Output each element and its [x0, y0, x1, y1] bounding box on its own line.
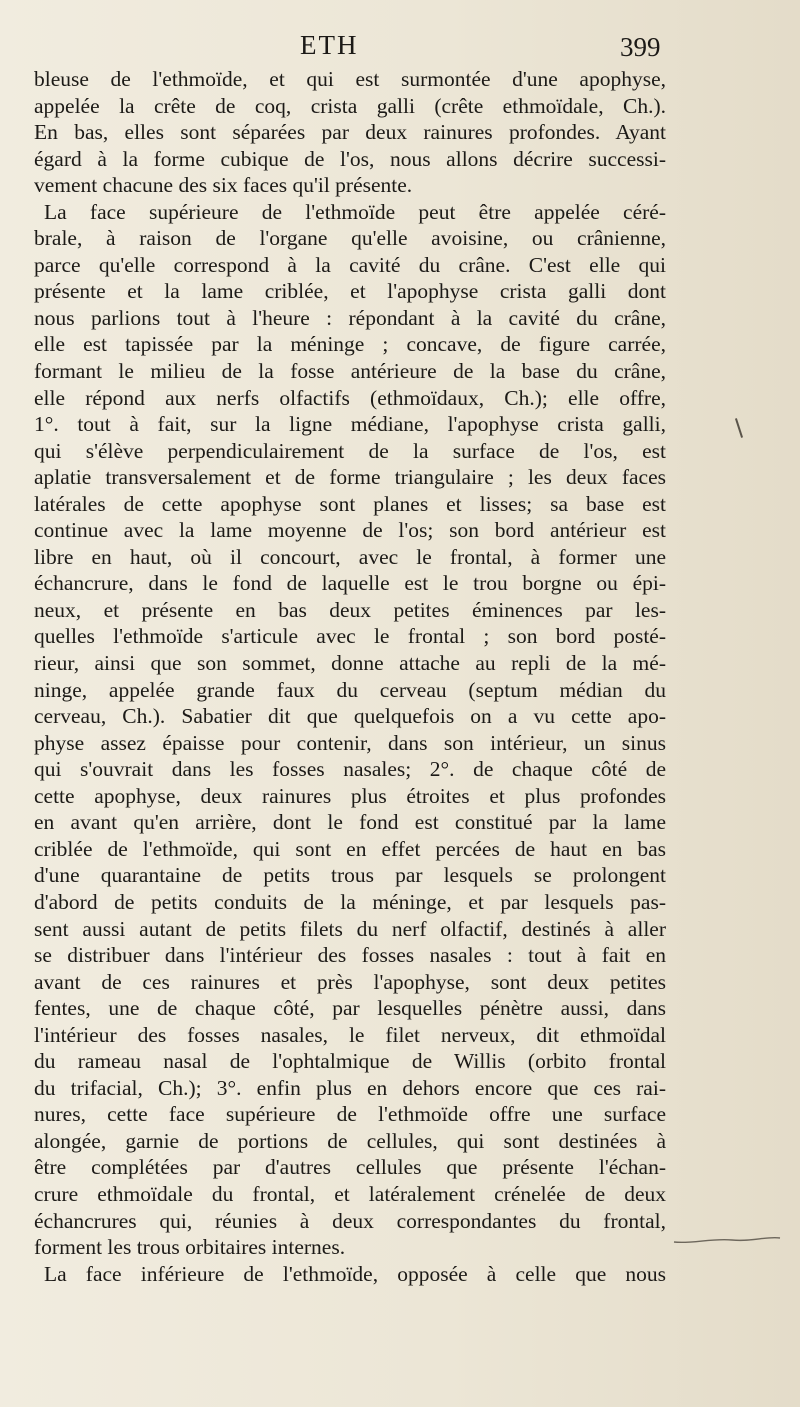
- text-line: du trifacial, Ch.); 3°. enfin plus en dehors encore que ces rai-: [34, 1075, 666, 1100]
- text-line: criblée de l'ethmoïde, qui sont en effet percées de haut en bas: [34, 836, 666, 861]
- text-line: neux, et présente en bas deux petites éminences par les-: [34, 597, 666, 622]
- text-line: avant de ces rainures et près l'apophyse, sont deux petites: [34, 969, 666, 994]
- text-line: être complétées par d'autres cellules que présente l'échan-: [34, 1155, 666, 1180]
- text-line: qui s'ouvrait dans les fosses nasales; 2°. de chaque côté de: [34, 757, 666, 782]
- text-line: sent aussi autant de petits filets du nerf olfactif, destinés à aller: [34, 916, 666, 941]
- text-line: d'une quarantaine de petits trous par lesquels se prolongent: [34, 863, 666, 888]
- text-line: rieur, ainsi que son sommet, donne attache au repli de la mé-: [34, 651, 666, 676]
- text-line: du rameau nasal de l'ophtalmique de Willis (orbito frontal: [34, 1049, 666, 1074]
- text-line: présente et la lame criblée, et l'apophyse crista galli dont: [34, 279, 666, 304]
- text-line: cette apophyse, deux rainures plus étroites et plus profondes: [34, 783, 666, 808]
- text-line: en avant qu'en arrière, dont le fond est constitué par la lame: [34, 810, 666, 835]
- text-line: physe assez épaisse pour contenir, dans son intérieur, un sinus: [34, 730, 666, 755]
- text-line: La face supérieure de l'ethmoïde peut être appelée céré-: [44, 199, 666, 224]
- text-line: nures, cette face supérieure de l'ethmoïde offre une surface: [34, 1102, 666, 1127]
- text-line: brale, à raison de l'organe qu'elle avoisine, ou crânienne,: [34, 226, 666, 251]
- text-line: d'abord de petits conduits de la méninge, et par lesquels pas-: [34, 889, 666, 914]
- running-head: ETH: [300, 30, 359, 60]
- text-line: 1°. tout à fait, sur la ligne médiane, l'apophyse crista galli,: [34, 412, 666, 437]
- text-line: nous parlions tout à l'heure : répondant à la cavité du crâne,: [34, 305, 666, 330]
- text-line: se distribuer dans l'intérieur des fosses nasales : tout à fait en: [34, 943, 666, 968]
- text-line: échancrure, dans le fond de laquelle est le trou borgne ou épi-: [34, 571, 666, 596]
- text-line: quelles l'ethmoïde s'articule avec le frontal ; son bord posté-: [34, 624, 666, 649]
- page-number: 399: [620, 32, 661, 62]
- text-line: bleuse de l'ethmoïde, et qui est surmontée d'une apophyse,: [34, 67, 666, 91]
- text-line: alongée, garnie de portions de cellules, qui sont destinées à: [34, 1128, 666, 1153]
- text-line: La face inférieure de l'ethmoïde, opposée à celle que nous: [44, 1261, 666, 1286]
- text-line: continue avec la lame moyenne de l'os; son bord antérieur est: [34, 518, 666, 543]
- text-line: fentes, une de chaque côté, par lesquelles pénètre aussi, dans: [34, 996, 666, 1021]
- text-line: forment les trous orbitaires internes.: [34, 1235, 346, 1260]
- margin-squiggle-mark: [672, 1232, 782, 1248]
- text-line: ninge, appelée grande faux du cerveau (septum médian du: [34, 677, 666, 702]
- text-line: cerveau, Ch.). Sabatier dit que quelquefois on a vu cette apo-: [34, 704, 666, 729]
- text-line: elle est tapissée par la méninge ; concave, de figure carrée,: [34, 332, 666, 357]
- page-header: [0, 30, 800, 70]
- text-line: latérales de cette apophyse sont planes et lisses; sa base est: [34, 491, 666, 516]
- text-line: En bas, elles sont séparées par deux rainures profondes. Ayant: [34, 120, 666, 145]
- text-line: qui s'élève perpendiculairement de la surface de l'os, est: [34, 438, 666, 463]
- text-line: appelée la crête de coq, crista galli (crête ethmoïdale, Ch.).: [34, 93, 666, 118]
- text-line: parce qu'elle correspond à la cavité du crâne. C'est elle qui: [34, 252, 666, 277]
- text-line: vement chacune des six faces qu'il présente.: [34, 173, 413, 198]
- text-line: formant le milieu de la fosse antérieure de la base du crâne,: [34, 359, 666, 384]
- text-line: elle répond aux nerfs olfactifs (ethmoïdaux, Ch.); elle offre,: [34, 385, 666, 410]
- text-line: aplatie transversalement et de forme triangulaire ; les deux faces: [34, 465, 666, 490]
- body-text: [34, 66, 666, 1287]
- text-line: égard à la forme cubique de l'os, nous allons décrire successi-: [34, 146, 666, 171]
- text-line: échancrures qui, réunies à deux correspondantes du frontal,: [34, 1208, 666, 1233]
- text-line: l'intérieur des fosses nasales, le filet nerveux, dit ethmoïdal: [34, 1022, 666, 1047]
- text-line: libre en haut, où il concourt, avec le frontal, à former une: [34, 544, 666, 569]
- text-line: crure ethmoïdale du frontal, et latéralement crénelée de deux: [34, 1181, 666, 1206]
